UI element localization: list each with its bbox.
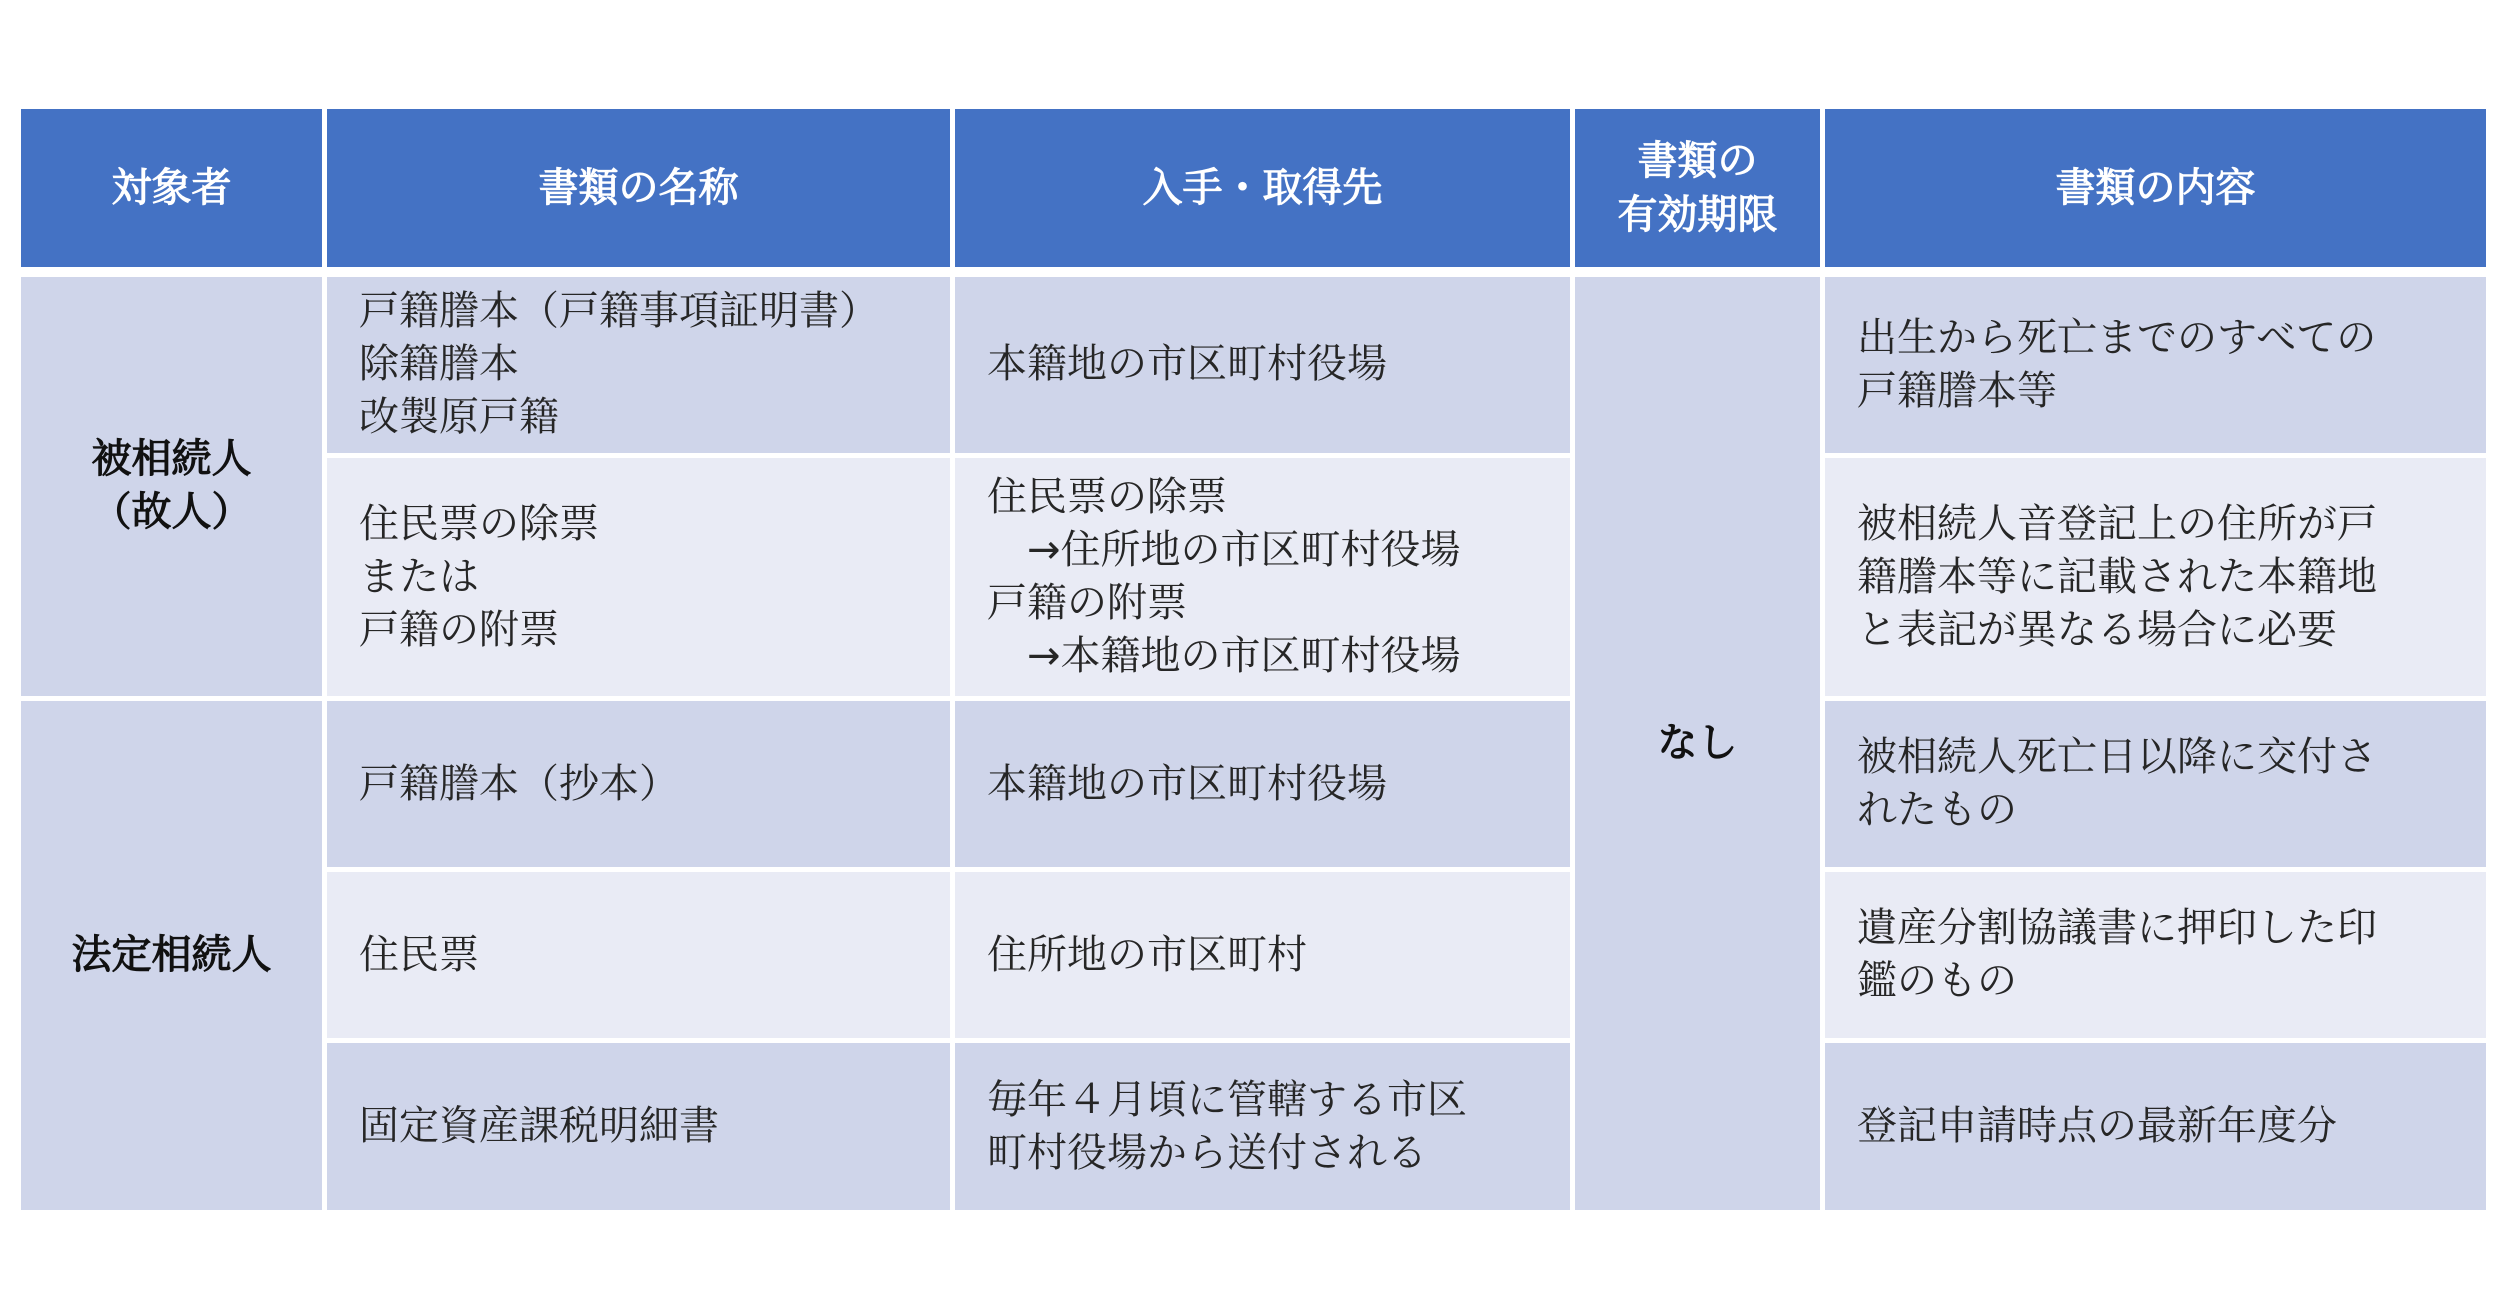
header-row bbox=[19, 107, 2489, 272]
table-row bbox=[19, 699, 2489, 870]
doc-name-cell bbox=[325, 456, 953, 699]
doc-name-line: 除籍謄本 bbox=[359, 341, 519, 388]
subject-label: 法定相続人 bbox=[71, 932, 272, 978]
content-line: 被相続人死亡日以降に交付さ bbox=[1857, 734, 2377, 780]
content-line: 登記申請時点の最新年度分 bbox=[1857, 1103, 2337, 1149]
content-cell bbox=[1823, 1041, 2489, 1213]
header-validity bbox=[1573, 107, 1823, 272]
header-content: 書類の内容 bbox=[1823, 107, 2489, 272]
table-row bbox=[19, 1041, 2489, 1213]
content-line: 被相続人音登記上の住所が戸 bbox=[1857, 500, 2377, 547]
source-line: 町村役場から送付される bbox=[987, 1129, 1427, 1176]
source-cell bbox=[953, 272, 1573, 456]
doc-name-line: 住民票 bbox=[359, 931, 479, 978]
content-line: と表記が異なる場合に必要 bbox=[1857, 606, 2337, 653]
content-line: 戸籍謄本等 bbox=[1857, 367, 2057, 414]
header-validity-line2: 有効期限 bbox=[1617, 191, 1778, 238]
source-line: 本籍地の市区町村役場 bbox=[987, 760, 1387, 807]
doc-name-line: 戸籍謄本（戸籍事項証明書） bbox=[359, 288, 879, 335]
doc-name-cell bbox=[325, 1041, 953, 1213]
source-cell bbox=[953, 870, 1573, 1041]
doc-name-line: 固定資産課税明細書 bbox=[359, 1103, 719, 1149]
content-cell bbox=[1823, 870, 2489, 1041]
content-line: 籍謄本等に記載された本籍地 bbox=[1857, 553, 2377, 600]
subject-cell-decedent bbox=[19, 272, 325, 699]
source-line: →本籍地の市区町村役場 bbox=[1027, 633, 1461, 679]
header-source: 入手・取得先 bbox=[953, 107, 1573, 272]
table-row bbox=[19, 272, 2489, 456]
doc-name-line: 戸籍謄本（抄本） bbox=[359, 760, 679, 807]
doc-name-line: 住民票の除票 bbox=[359, 500, 599, 547]
table-row bbox=[19, 456, 2489, 699]
doc-name-line: または bbox=[359, 553, 479, 600]
header-doc-name: 書類の名称 bbox=[325, 107, 953, 272]
doc-name-line: 改製原戸籍 bbox=[359, 394, 559, 441]
doc-name-cell bbox=[325, 870, 953, 1041]
content-line: 鑑のもの bbox=[1857, 958, 2017, 1004]
source-line: →住所地の市区町村役場 bbox=[1027, 527, 1461, 573]
validity-cell: なし bbox=[1573, 272, 1823, 1213]
doc-name-cell bbox=[325, 272, 953, 456]
source-line: 毎年４月頃に管轄する市区 bbox=[987, 1076, 1467, 1123]
subject-sublabel: （故人） bbox=[91, 489, 252, 536]
source-line: 本籍地の市区町村役場 bbox=[987, 341, 1387, 388]
table-row bbox=[19, 870, 2489, 1041]
header-validity-line1: 書類の bbox=[1637, 137, 1758, 184]
source-line: 戸籍の附票 bbox=[987, 580, 1187, 626]
content-line: 出生から死亡までのすべての bbox=[1857, 314, 2377, 361]
source-line: 住民票の除票 bbox=[987, 474, 1227, 520]
source-cell bbox=[953, 699, 1573, 870]
doc-name-line: 戸籍の附票 bbox=[359, 606, 559, 653]
subject-label: 被相続人 bbox=[91, 436, 252, 483]
subject-cell-heirs bbox=[19, 699, 325, 1213]
header-subject: 対象者 bbox=[19, 107, 325, 272]
documents-table bbox=[16, 104, 2491, 1215]
content-cell bbox=[1823, 456, 2489, 699]
content-line: れたもの bbox=[1857, 787, 2017, 833]
doc-name-cell bbox=[325, 699, 953, 870]
source-line: 住所地の市区町村 bbox=[987, 931, 1307, 978]
source-cell bbox=[953, 1041, 1573, 1213]
content-line: 遺産分割協議書に押印した印 bbox=[1857, 905, 2377, 951]
content-cell bbox=[1823, 699, 2489, 870]
content-cell bbox=[1823, 272, 2489, 456]
source-cell bbox=[953, 456, 1573, 699]
